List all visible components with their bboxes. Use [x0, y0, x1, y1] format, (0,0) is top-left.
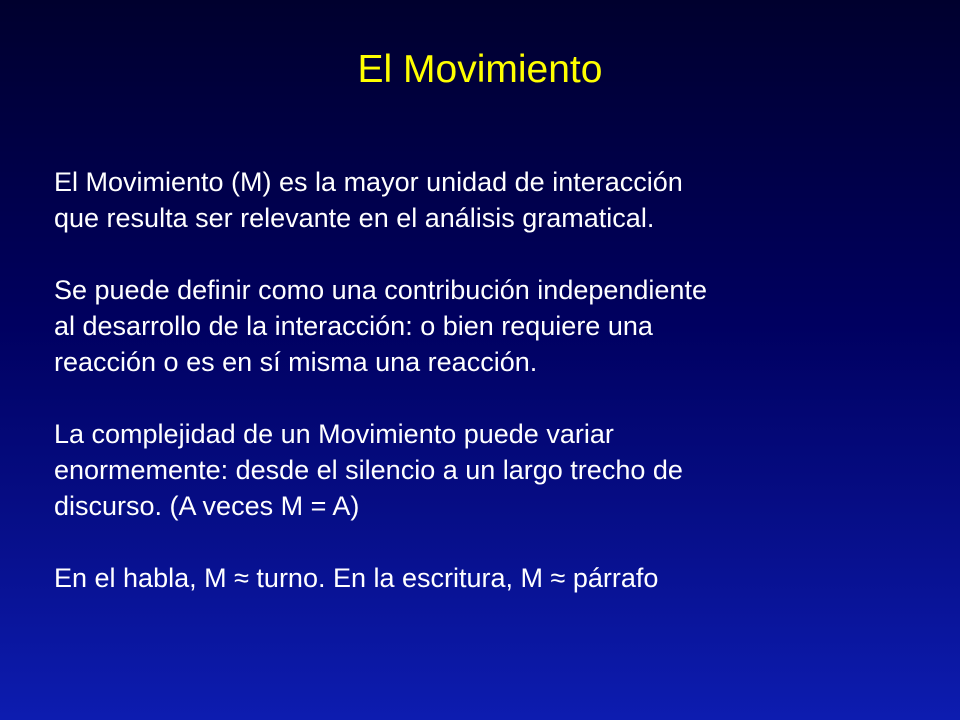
- paragraph-line: El Movimiento (M) es la mayor unidad de interacción: [54, 167, 683, 197]
- paragraph-line: reacción o es en sí misma una reacción.: [54, 347, 538, 377]
- slide-body: [54, 164, 914, 632]
- paragraph-line: discurso. (A veces M = A): [54, 491, 360, 521]
- paragraph-contribution: [54, 272, 914, 380]
- paragraph-line: Se puede definir como una contribución independiente: [54, 275, 707, 305]
- paragraph-line: que resulta ser relevante en el análisis gramatical.: [54, 203, 655, 233]
- paragraph-line: La complejidad de un Movimiento puede variar: [54, 419, 614, 449]
- paragraph-definition: [54, 164, 914, 236]
- paragraph-line: al desarrollo de la interacción: o bien requiere una: [54, 311, 653, 341]
- paragraph-complexity: [54, 416, 914, 524]
- paragraph-line: enormemente: desde el silencio a un largo trecho de: [54, 455, 683, 485]
- slide-title: El Movimiento: [357, 48, 603, 91]
- paragraph-equivalence: [54, 560, 914, 596]
- paragraph-line: En el habla, M ≈ turno. En la escritura, M ≈ párrafo: [54, 563, 659, 593]
